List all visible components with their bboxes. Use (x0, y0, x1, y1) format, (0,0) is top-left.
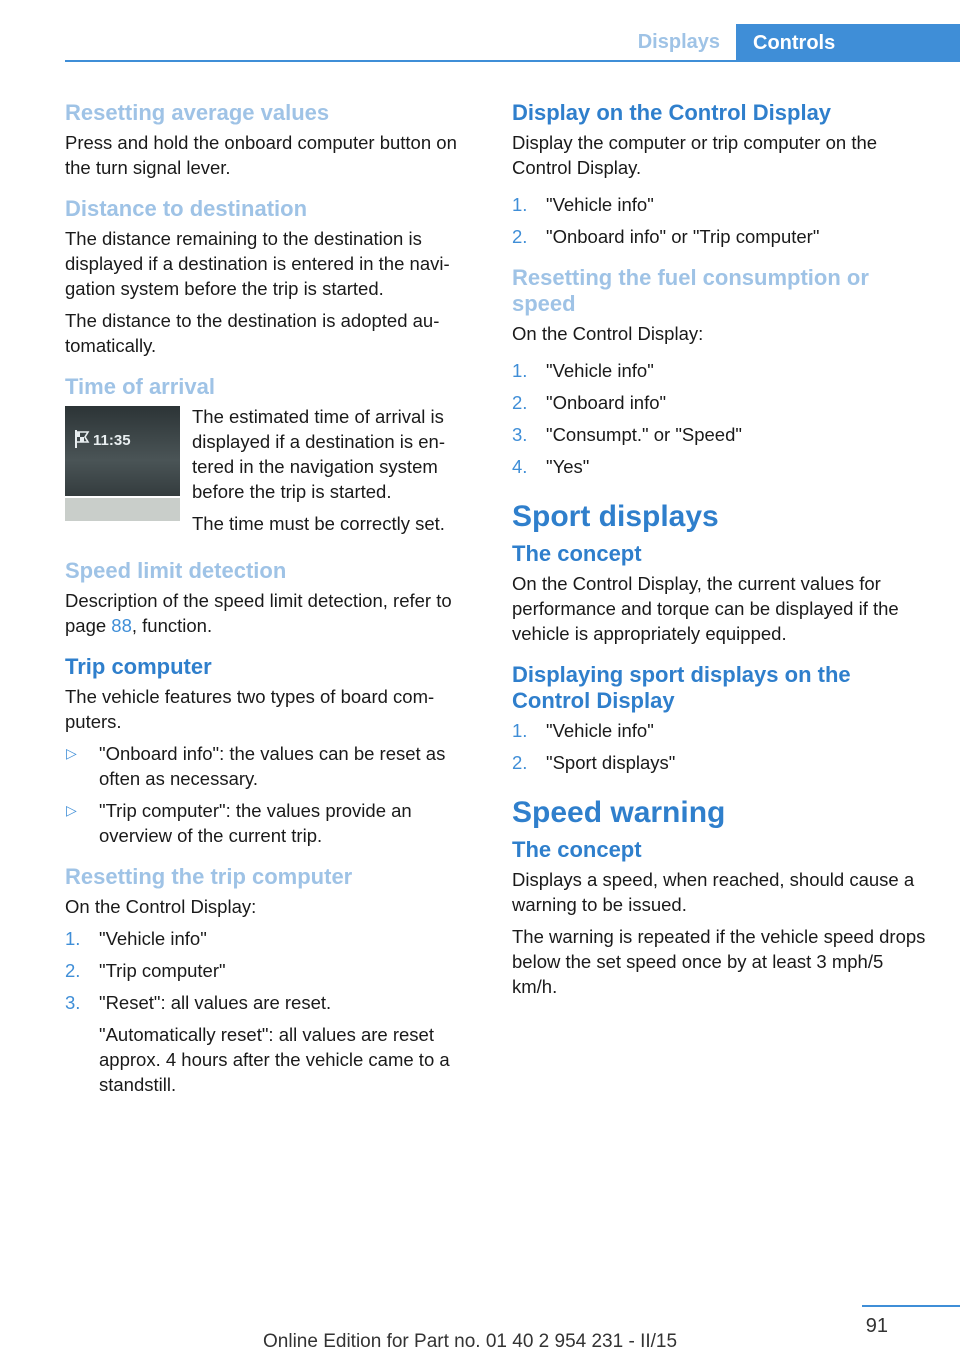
trip-computer-types-list (65, 741, 477, 848)
chapter-tab[interactable]: Controls (736, 24, 960, 62)
section-distance-to-destination (65, 196, 477, 358)
triangle-bullet-icon: ▷ (66, 745, 77, 761)
section-time-of-arrival (65, 374, 477, 536)
list-item: 1. "Vehicle info" (65, 928, 207, 949)
section-resetting-fuel-consumption (512, 265, 932, 479)
title-sport-displays: Sport displays (512, 500, 719, 533)
list-item: 3. "Reset": all values are reset. "Automatically reset": all values are reset approx. 4 hours after the vehicle came to a standstill. (65, 992, 450, 1095)
heading-distance-to-destination: Distance to destination (65, 196, 308, 221)
list-item: 1. "Vehicle info" (512, 194, 654, 215)
list-item: 3. "Consumpt." or "Speed" (512, 424, 742, 445)
paragraph: Description of the speed limit detection, refer to page 88, function. (65, 590, 452, 636)
paragraph: The time must be correctly set. (192, 513, 445, 534)
left-column (65, 100, 477, 1113)
footer-rule (862, 1305, 960, 1307)
page-reference-link[interactable]: 88 (111, 615, 132, 636)
list-item: 1. "Vehicle info" (512, 720, 654, 741)
section-speed-warning (512, 795, 932, 999)
section-resetting-average-values (65, 100, 477, 180)
flag-icon (73, 410, 93, 455)
page-header (0, 0, 960, 62)
heading-resetting-fuel-consumption: Resetting the fuel consumption or speed (512, 265, 869, 316)
heading-resetting-trip-computer: Resetting the trip computer (65, 864, 353, 889)
list-item: 2. "Onboard info" (512, 392, 667, 413)
section-trip-computer (65, 654, 477, 848)
heading-sport-concept: The concept (512, 541, 642, 566)
list-item: ▷ "Trip computer": the values provide an overview of the current trip. (66, 800, 412, 846)
heading-speed-limit-detection: Speed limit detection (65, 558, 287, 583)
paragraph: The vehicle features two types of board com‐puters. (65, 686, 435, 732)
title-speed-warning: Speed warning (512, 796, 726, 829)
edition-note: Online Edition for Part no. 01 40 2 954 231 - II/15 (263, 1331, 678, 1352)
sport-display-steps (512, 718, 932, 775)
list-item: ▷ "Onboard info": the values can be reset as often as necessary. (66, 743, 446, 789)
list-item: 4. "Yes" (512, 456, 590, 477)
heading-displaying-sport-displays: Displaying sport displays on the Control Display (512, 662, 851, 713)
paragraph: Display the computer or trip computer on the Control Display. (512, 132, 878, 178)
triangle-bullet-icon: ▷ (66, 802, 77, 818)
list-item: 2. "Onboard info" or "Trip computer" (512, 226, 820, 247)
section-sport-displays (512, 499, 932, 775)
heading-display-on-control-display: Display on the Control Display (512, 100, 832, 125)
list-item: 2. "Trip computer" (65, 960, 226, 981)
heading-trip-computer: Trip computer (65, 654, 212, 679)
paragraph: The distance remaining to the destination is displayed if a destination is entered in the navi‐gation system before the trip is started. (65, 228, 450, 299)
arrival-time-display-image (65, 406, 180, 521)
paragraph: The warning is repeated if the vehicle speed drops below the set speed once by at least 3 mph/5 km/h. (512, 926, 926, 997)
paragraph: Displays a speed, when reached, should cause a warning to be issued. (512, 869, 915, 915)
list-item: 1. "Vehicle info" (512, 360, 654, 381)
list-item: 2. "Sport displays" (512, 752, 676, 773)
display-steps (512, 192, 932, 249)
arrival-figure-row (65, 404, 477, 536)
paragraph: The distance to the destination is adopted au‐tomatically. (65, 310, 440, 356)
header-rule (65, 60, 960, 62)
paragraph: On the Control Display, the current values for performance and torque can be displayed if the vehicle is appropriately equipped. (512, 573, 899, 644)
right-column (512, 100, 932, 1015)
section-resetting-trip-computer (65, 864, 477, 1097)
heading-resetting-average-values: Resetting average values (65, 100, 330, 125)
heading-speed-warning-concept: The concept (512, 837, 642, 862)
paragraph: On the Control Display: (65, 896, 257, 917)
reset-trip-steps (65, 926, 477, 1097)
paragraph: On the Control Display: (512, 323, 704, 344)
reset-fuel-steps (512, 358, 932, 479)
heading-time-of-arrival: Time of arrival (65, 374, 215, 399)
section-speed-limit-detection (65, 558, 477, 638)
page-number: 91 (865, 1315, 888, 1337)
arrival-time-value: 11:35 (93, 432, 131, 449)
paragraph: Press and hold the onboard computer button on the turn signal lever. (65, 132, 457, 178)
section-tab[interactable]: Displays (637, 31, 720, 53)
section-display-on-control-display (512, 100, 932, 249)
paragraph: The estimated time of arrival is displayed if a destination is en‐tered in the navigation system before the trip is started. (192, 406, 445, 502)
